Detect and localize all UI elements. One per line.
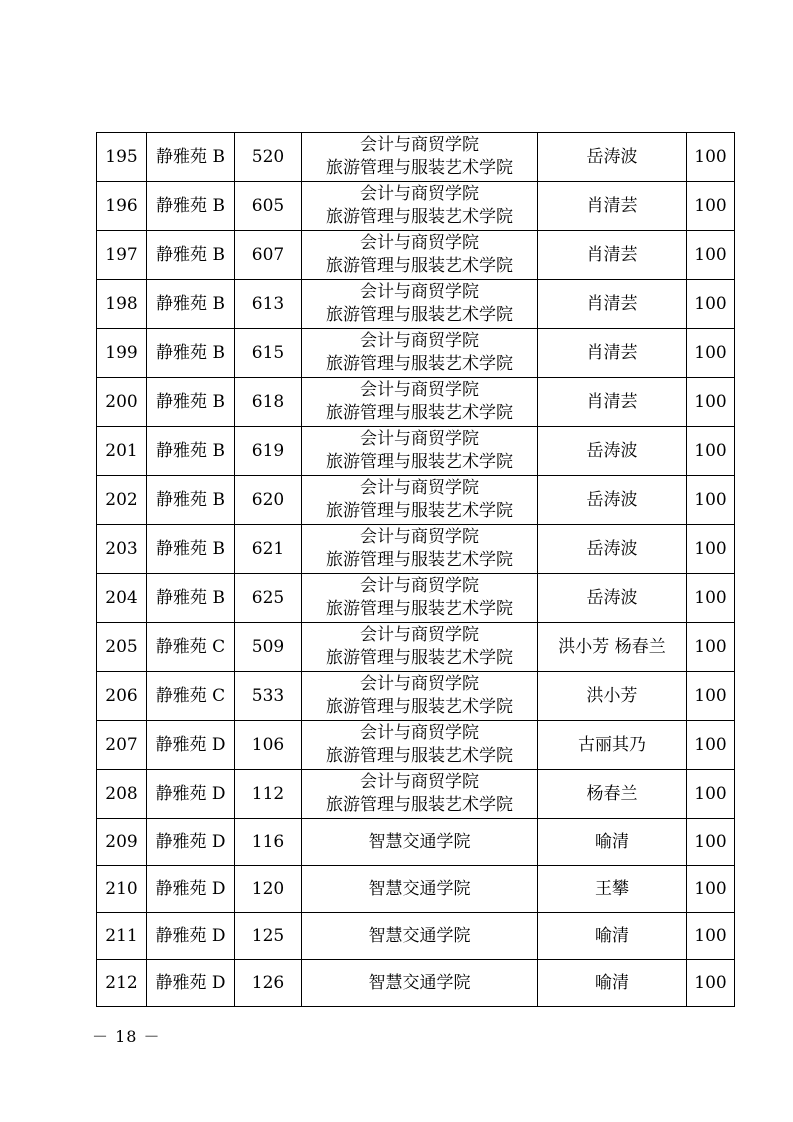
score-cell: 100 bbox=[687, 182, 735, 231]
table-row bbox=[97, 770, 735, 819]
row-number-cell: 204 bbox=[97, 574, 147, 623]
room-number-cell: 613 bbox=[235, 280, 302, 329]
table-row bbox=[97, 280, 735, 329]
building-cell: 静雅苑 B bbox=[147, 182, 235, 231]
building-cell: 静雅苑 D bbox=[147, 913, 235, 960]
row-number-cell: 205 bbox=[97, 623, 147, 672]
department-line: 会计与商贸学院 bbox=[360, 527, 479, 547]
table-row bbox=[97, 721, 735, 770]
department-line: 智慧交通学院 bbox=[368, 972, 471, 993]
room-number-cell: 615 bbox=[235, 329, 302, 378]
building-cell: 静雅苑 D bbox=[147, 866, 235, 913]
department-line: 会计与商贸学院 bbox=[360, 233, 479, 253]
department-cell bbox=[302, 133, 538, 182]
room-number-cell: 620 bbox=[235, 476, 302, 525]
row-number-cell: 211 bbox=[97, 913, 147, 960]
room-number-cell: 125 bbox=[235, 913, 302, 960]
building-cell: 静雅苑 B bbox=[147, 525, 235, 574]
department-line: 会计与商贸学院 bbox=[360, 282, 479, 302]
department-cell bbox=[302, 672, 538, 721]
dorm-supervisor-cell: 古丽其乃 bbox=[538, 721, 687, 770]
department-line: 会计与商贸学院 bbox=[360, 576, 479, 596]
table-row bbox=[97, 866, 735, 913]
row-number-cell: 212 bbox=[97, 960, 147, 1007]
room-number-cell: 607 bbox=[235, 231, 302, 280]
department-line: 旅游管理与服装艺术学院 bbox=[326, 501, 513, 521]
dorm-supervisor-cell: 肖清芸 bbox=[538, 280, 687, 329]
room-number-cell: 621 bbox=[235, 525, 302, 574]
room-number-cell: 112 bbox=[235, 770, 302, 819]
score-cell: 100 bbox=[687, 623, 735, 672]
building-cell: 静雅苑 B bbox=[147, 231, 235, 280]
department-cell bbox=[302, 574, 538, 623]
department-line: 旅游管理与服装艺术学院 bbox=[326, 354, 513, 374]
score-cell: 100 bbox=[687, 231, 735, 280]
department-line: 旅游管理与服装艺术学院 bbox=[326, 697, 513, 717]
department-line: 旅游管理与服装艺术学院 bbox=[326, 207, 513, 227]
room-number-cell: 533 bbox=[235, 672, 302, 721]
department-line: 智慧交通学院 bbox=[368, 831, 471, 852]
row-number-cell: 195 bbox=[97, 133, 147, 182]
department-cell bbox=[302, 329, 538, 378]
row-number-cell: 203 bbox=[97, 525, 147, 574]
table-body bbox=[97, 133, 735, 1007]
score-cell: 100 bbox=[687, 913, 735, 960]
table-row bbox=[97, 672, 735, 721]
dorm-supervisor-cell: 喻清 bbox=[538, 819, 687, 866]
room-number-cell: 520 bbox=[235, 133, 302, 182]
building-cell: 静雅苑 B bbox=[147, 427, 235, 476]
building-cell: 静雅苑 B bbox=[147, 574, 235, 623]
table-row bbox=[97, 133, 735, 182]
building-cell: 静雅苑 B bbox=[147, 133, 235, 182]
table-row bbox=[97, 231, 735, 280]
department-cell bbox=[302, 623, 538, 672]
department-line: 旅游管理与服装艺术学院 bbox=[326, 746, 513, 766]
table-row bbox=[97, 427, 735, 476]
department-line: 智慧交通学院 bbox=[368, 925, 471, 946]
department-cell bbox=[302, 913, 538, 960]
department-cell bbox=[302, 525, 538, 574]
department-line: 旅游管理与服装艺术学院 bbox=[326, 256, 513, 276]
row-number-cell: 196 bbox=[97, 182, 147, 231]
department-line: 会计与商贸学院 bbox=[360, 331, 479, 351]
department-line: 旅游管理与服装艺术学院 bbox=[326, 648, 513, 668]
row-number-cell: 202 bbox=[97, 476, 147, 525]
department-cell bbox=[302, 476, 538, 525]
dorm-supervisor-cell: 岳涛波 bbox=[538, 133, 687, 182]
building-cell: 静雅苑 B bbox=[147, 280, 235, 329]
department-cell bbox=[302, 819, 538, 866]
building-cell: 静雅苑 C bbox=[147, 672, 235, 721]
row-number-cell: 207 bbox=[97, 721, 147, 770]
dorm-supervisor-cell: 肖清芸 bbox=[538, 231, 687, 280]
row-number-cell: 208 bbox=[97, 770, 147, 819]
building-cell: 静雅苑 D bbox=[147, 721, 235, 770]
room-number-cell: 120 bbox=[235, 866, 302, 913]
building-cell: 静雅苑 C bbox=[147, 623, 235, 672]
dorm-supervisor-cell: 肖清芸 bbox=[538, 182, 687, 231]
building-cell: 静雅苑 B bbox=[147, 476, 235, 525]
score-cell: 100 bbox=[687, 819, 735, 866]
score-cell: 100 bbox=[687, 866, 735, 913]
department-line: 智慧交通学院 bbox=[368, 878, 471, 899]
department-line: 会计与商贸学院 bbox=[360, 674, 479, 694]
score-cell: 100 bbox=[687, 476, 735, 525]
table-row bbox=[97, 574, 735, 623]
department-line: 会计与商贸学院 bbox=[360, 135, 479, 155]
department-line: 旅游管理与服装艺术学院 bbox=[326, 452, 513, 472]
department-cell bbox=[302, 427, 538, 476]
room-number-cell: 126 bbox=[235, 960, 302, 1007]
department-line: 会计与商贸学院 bbox=[360, 625, 479, 645]
department-line: 旅游管理与服装艺术学院 bbox=[326, 550, 513, 570]
department-cell bbox=[302, 770, 538, 819]
building-cell: 静雅苑 B bbox=[147, 329, 235, 378]
department-cell bbox=[302, 280, 538, 329]
dorm-supervisor-cell: 岳涛波 bbox=[538, 525, 687, 574]
department-line: 旅游管理与服装艺术学院 bbox=[326, 795, 513, 815]
dorm-supervisor-cell: 肖清芸 bbox=[538, 378, 687, 427]
score-cell: 100 bbox=[687, 133, 735, 182]
score-cell: 100 bbox=[687, 427, 735, 476]
row-number-cell: 199 bbox=[97, 329, 147, 378]
row-number-cell: 209 bbox=[97, 819, 147, 866]
department-line: 旅游管理与服装艺术学院 bbox=[326, 403, 513, 423]
building-cell: 静雅苑 D bbox=[147, 960, 235, 1007]
building-cell: 静雅苑 D bbox=[147, 770, 235, 819]
dorm-supervisor-cell: 喻清 bbox=[538, 913, 687, 960]
dorm-supervisor-cell: 喻清 bbox=[538, 960, 687, 1007]
room-number-cell: 509 bbox=[235, 623, 302, 672]
table-row bbox=[97, 378, 735, 427]
row-number-cell: 198 bbox=[97, 280, 147, 329]
table-row bbox=[97, 476, 735, 525]
department-cell bbox=[302, 231, 538, 280]
department-line: 会计与商贸学院 bbox=[360, 429, 479, 449]
score-cell: 100 bbox=[687, 770, 735, 819]
department-line: 旅游管理与服装艺术学院 bbox=[326, 305, 513, 325]
room-number-cell: 605 bbox=[235, 182, 302, 231]
score-cell: 100 bbox=[687, 960, 735, 1007]
department-line: 旅游管理与服装艺术学院 bbox=[326, 158, 513, 178]
score-cell: 100 bbox=[687, 574, 735, 623]
table-row bbox=[97, 819, 735, 866]
score-cell: 100 bbox=[687, 280, 735, 329]
dorm-supervisor-cell: 岳涛波 bbox=[538, 427, 687, 476]
department-line: 会计与商贸学院 bbox=[360, 772, 479, 792]
building-cell: 静雅苑 D bbox=[147, 819, 235, 866]
department-line: 会计与商贸学院 bbox=[360, 723, 479, 743]
department-line: 会计与商贸学院 bbox=[360, 478, 479, 498]
department-line: 会计与商贸学院 bbox=[360, 184, 479, 204]
dorm-supervisor-cell: 洪小芳 杨春兰 bbox=[538, 623, 687, 672]
table-row bbox=[97, 329, 735, 378]
table-row bbox=[97, 182, 735, 231]
score-cell: 100 bbox=[687, 378, 735, 427]
row-number-cell: 197 bbox=[97, 231, 147, 280]
department-cell bbox=[302, 721, 538, 770]
table-row bbox=[97, 525, 735, 574]
dorm-supervisor-cell: 王攀 bbox=[538, 866, 687, 913]
department-cell bbox=[302, 182, 538, 231]
score-cell: 100 bbox=[687, 525, 735, 574]
department-cell bbox=[302, 866, 538, 913]
room-number-cell: 116 bbox=[235, 819, 302, 866]
score-cell: 100 bbox=[687, 672, 735, 721]
score-cell: 100 bbox=[687, 721, 735, 770]
room-number-cell: 625 bbox=[235, 574, 302, 623]
dorm-supervisor-cell: 肖清芸 bbox=[538, 329, 687, 378]
page-number: － 18 － bbox=[92, 1027, 161, 1046]
row-number-cell: 201 bbox=[97, 427, 147, 476]
dorm-supervisor-cell: 岳涛波 bbox=[538, 476, 687, 525]
dorm-supervisor-cell: 洪小芳 bbox=[538, 672, 687, 721]
dorm-supervisor-cell: 岳涛波 bbox=[538, 574, 687, 623]
department-cell bbox=[302, 378, 538, 427]
department-line: 旅游管理与服装艺术学院 bbox=[326, 599, 513, 619]
dormitory-score-table bbox=[96, 132, 735, 1007]
table-row bbox=[97, 960, 735, 1007]
building-cell: 静雅苑 B bbox=[147, 378, 235, 427]
table-row bbox=[97, 623, 735, 672]
room-number-cell: 619 bbox=[235, 427, 302, 476]
row-number-cell: 206 bbox=[97, 672, 147, 721]
row-number-cell: 200 bbox=[97, 378, 147, 427]
department-line: 会计与商贸学院 bbox=[360, 380, 479, 400]
dorm-supervisor-cell: 杨春兰 bbox=[538, 770, 687, 819]
room-number-cell: 106 bbox=[235, 721, 302, 770]
score-cell: 100 bbox=[687, 329, 735, 378]
table-row bbox=[97, 913, 735, 960]
row-number-cell: 210 bbox=[97, 866, 147, 913]
room-number-cell: 618 bbox=[235, 378, 302, 427]
department-cell bbox=[302, 960, 538, 1007]
